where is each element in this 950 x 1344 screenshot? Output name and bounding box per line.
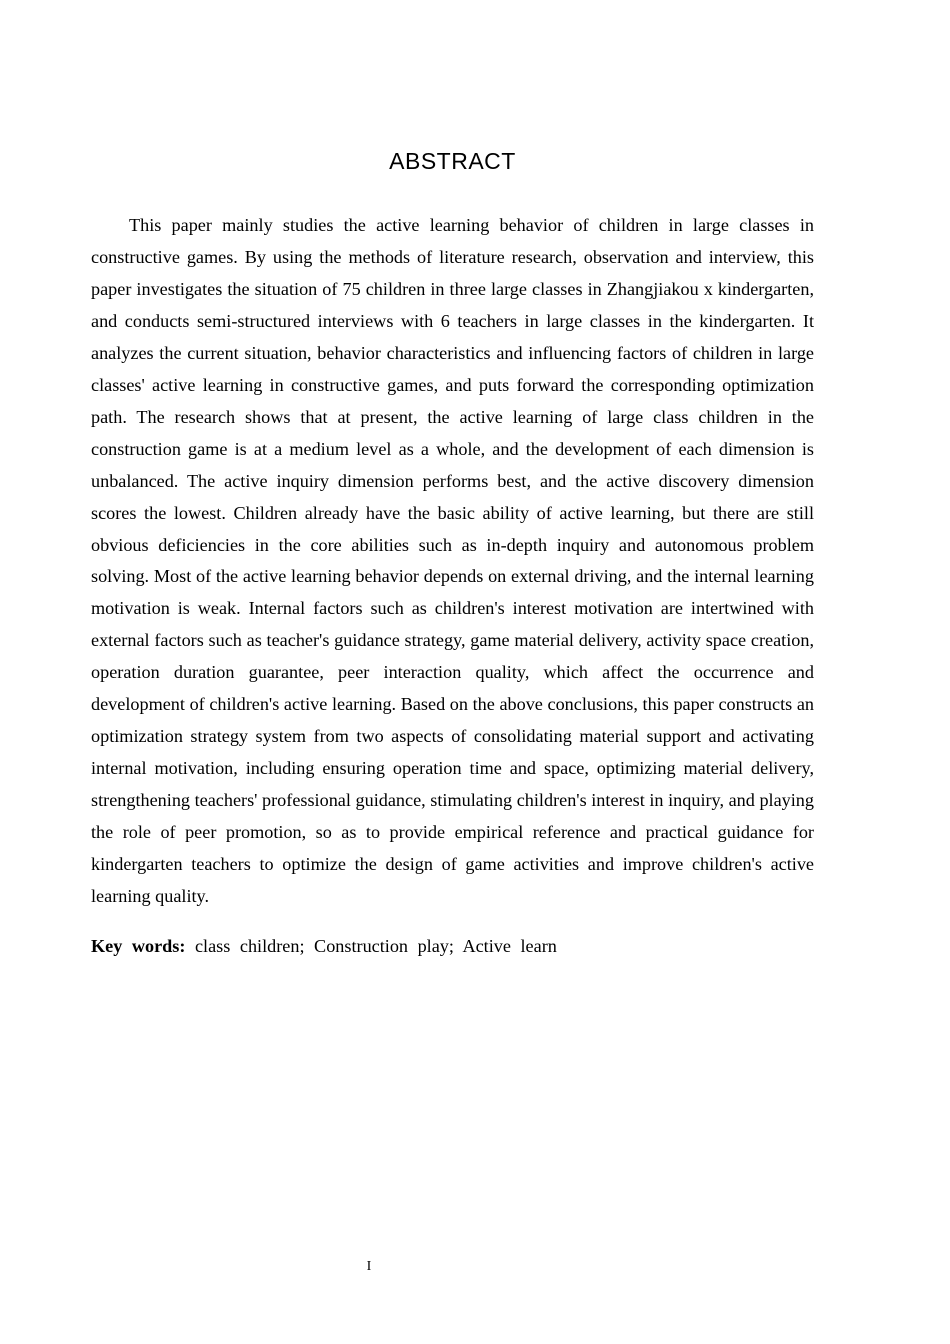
keywords-line	[91, 931, 814, 962]
abstract-title: ABSTRACT	[389, 148, 516, 174]
keywords-text: class children; Construction play; Active learn	[194, 936, 557, 956]
abstract-body: This paper mainly studies the active learning behavior of children in large classes in constructive games. By using the methods of literature research, observation and interview, this paper investigates the situation of 75 children in three large classes in Zhangjiakou x kindergarten, and conducts semi-structured interviews with 6 teachers in large classes in the kindergarten. It analyzes the current situation, behavior characteristics and influencing factors of children in large classes' active learning in constructive games, and puts forward the corresponding optimization path. The research shows that at present, the active learning of large class children in the construction game is at a medium level as a whole, and the development of each dimension is unbalanced. The active inquiry dimension performs best, and the active discovery dimension scores the lowest. Children already have the basic ability of active learning, but there are still obvious deficiencies in the core abilities such as in-depth inquiry and autonomous problem solving. Most of the active learning behavior depends on external driving, and the internal learning motivation is weak. Internal factors such as children's interest motivation are intertwined with external factors such as teacher's guidance strategy, game material delivery, activity space creation, operation duration guarantee, peer interaction quality, which affect the occurrence and development of children's active learning. Based on the above conclusions, this paper constructs an optimization strategy system from two aspects of consolidating material support and activating internal motivation, including ensuring operation time and space, optimizing material delivery, strengthening teachers' professional guidance, stimulating children's interest in inquiry, and playing the role of peer promotion, so as to provide empirical reference and practical guidance for kindergarten teachers to optimize the design of game activities and improve children's active learning quality.	[91, 215, 814, 907]
page-number: I	[366, 1259, 372, 1274]
keywords-label: Key words:	[91, 936, 186, 956]
